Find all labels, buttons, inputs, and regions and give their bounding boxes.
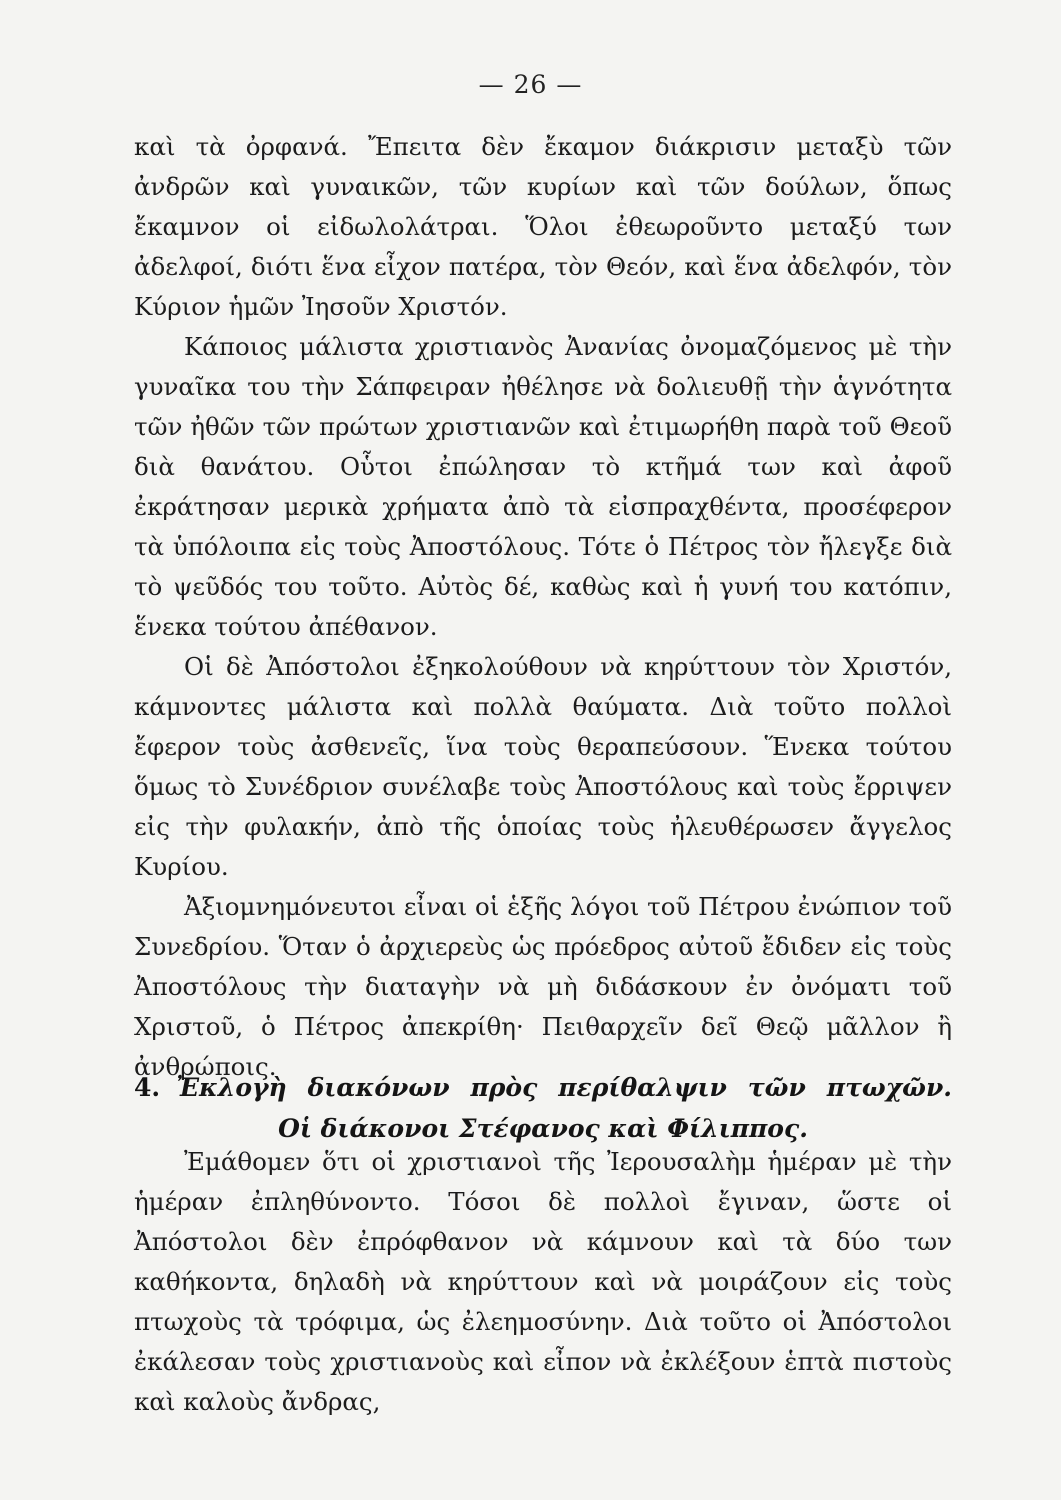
section-body-text: [134, 1142, 952, 1422]
section-title-line-2: Οἱ διάκονοι Στέφανος καὶ Φίλιππος.: [278, 1114, 808, 1143]
section-title-line-1: Ἐκλογὴ διακόνων πρὸς περίθαλψιν τῶν πτωχῶν.: [176, 1073, 952, 1102]
section-paragraph-1: Ἐμάθομεν ὅτι οἱ χριστιανοὶ τῆς Ἰερουσαλὴμ ἡμέραν μὲ τὴν ἡμέραν ἐπληθύνοντο. Τόσοι δὲ πολλοὶ ἔγιναν, ὥστε οἱ Ἀπόστολοι δὲν ἐπρόφθανον νὰ κάμνουν καὶ τὰ δύο των καθήκοντα, δηλαδὴ νὰ κηρύττουν καὶ νὰ μοιράζουν εἰς τοὺς πτωχοὺς τὰ τρόφιμα, ὡς ἐλεημοσύνην. Διὰ τοῦτο οἱ Ἀπόστολοι ἐκάλεσαν τοὺς χριστιανοὺς καὶ εἶπον νὰ ἐκλέξουν ἑπτὰ πιστοὺς καὶ καλοὺς ἄνδρας,: [134, 1147, 952, 1416]
section-number: 4.: [134, 1073, 161, 1102]
paragraph-1: καὶ τὰ ὀρφανά. Ἔπειτα δὲν ἔκαμον διάκρισιν μεταξὺ τῶν ἀνδρῶν καὶ γυναικῶν, τῶν κυρίων καὶ τῶν δούλων, ὅπως ἔκαμνον οἱ εἰδωλολάτραι. Ὅλοι ἐθεωροῦντο μεταξύ των ἀδελφοί, διότι ἕνα εἶχον πατέρα, τὸν Θεόν, καὶ ἕνα ἀδελφόν, τὸν Κύριον ἡμῶν Ἰησοῦν Χριστόν.: [134, 132, 952, 321]
page-number: — 26 —: [478, 70, 583, 99]
paragraph-3: Οἱ δὲ Ἀπόστολοι ἐξηκολούθουν νὰ κηρύττουν τὸν Χριστόν, κάμνοντες μάλιστα καὶ πολλὰ θαύματα. Διὰ τοῦτο πολλοὶ ἔφερον τοὺς ἀσθενεῖς, ἵνα τοὺς θεραπεύσουν. Ἕνεκα τούτου ὅμως τὸ Συνέδριον συνέλαβε τοὺς Ἀποστόλους καὶ τοὺς ἔρριψεν εἰς τὴν φυλακήν, ἀπὸ τῆς ὁποίας τοὺς ἠλευθέρωσεν ἄγγελος Κυρίου.: [134, 652, 952, 881]
paragraph-4: Ἀξιομνημόνευτοι εἶναι οἱ ἑξῆς λόγοι τοῦ Πέτρου ἐνώπιον τοῦ Συνεδρίου. Ὅταν ὁ ἀρχιερεὺς ὡς πρόεδρος αὐτοῦ ἔδιδεν εἰς τοὺς Ἀποστόλους τὴν διαταγὴν νὰ μὴ διδάσκουν ἐν ὀνόματι τοῦ Χριστοῦ, ὁ Πέτρος ἀπεκρίθη· Πειθαρχεῖν δεῖ Θεῷ μᾶλλον ἢ ἀνθρώποις.: [134, 892, 952, 1081]
section-heading: [134, 1067, 952, 1149]
body-text: [134, 127, 952, 1087]
section-heading-line-1: [134, 1067, 952, 1108]
paragraph-2: Κάποιος μάλιστα χριστιανὸς Ἀνανίας ὀνομαζόμενος μὲ τὴν γυναῖκα του τὴν Σάπφειραν ἠθέλησε νὰ δολιευθῇ τὴν ἁγνότητα τῶν ἠθῶν τῶν πρώτων χριστιανῶν καὶ ἐτιμωρήθη παρὰ τοῦ Θεοῦ διὰ θανάτου. Οὗτοι ἐπώλησαν τὸ κτῆμά των καὶ ἀφοῦ ἐκράτησαν μερικὰ χρήματα ἀπὸ τὰ εἰσπραχθέντα, προσέφερον τὰ ὑπόλοιπα εἰς τοὺς Ἀποστόλους. Τότε ὁ Πέτρος τὸν ἤλεγξε διὰ τὸ ψεῦδός του τοῦτο. Αὐτὸς δέ, καθὼς καὶ ἡ γυνή του κατόπιν, ἕνεκα τούτου ἀπέθανον.: [134, 332, 952, 641]
